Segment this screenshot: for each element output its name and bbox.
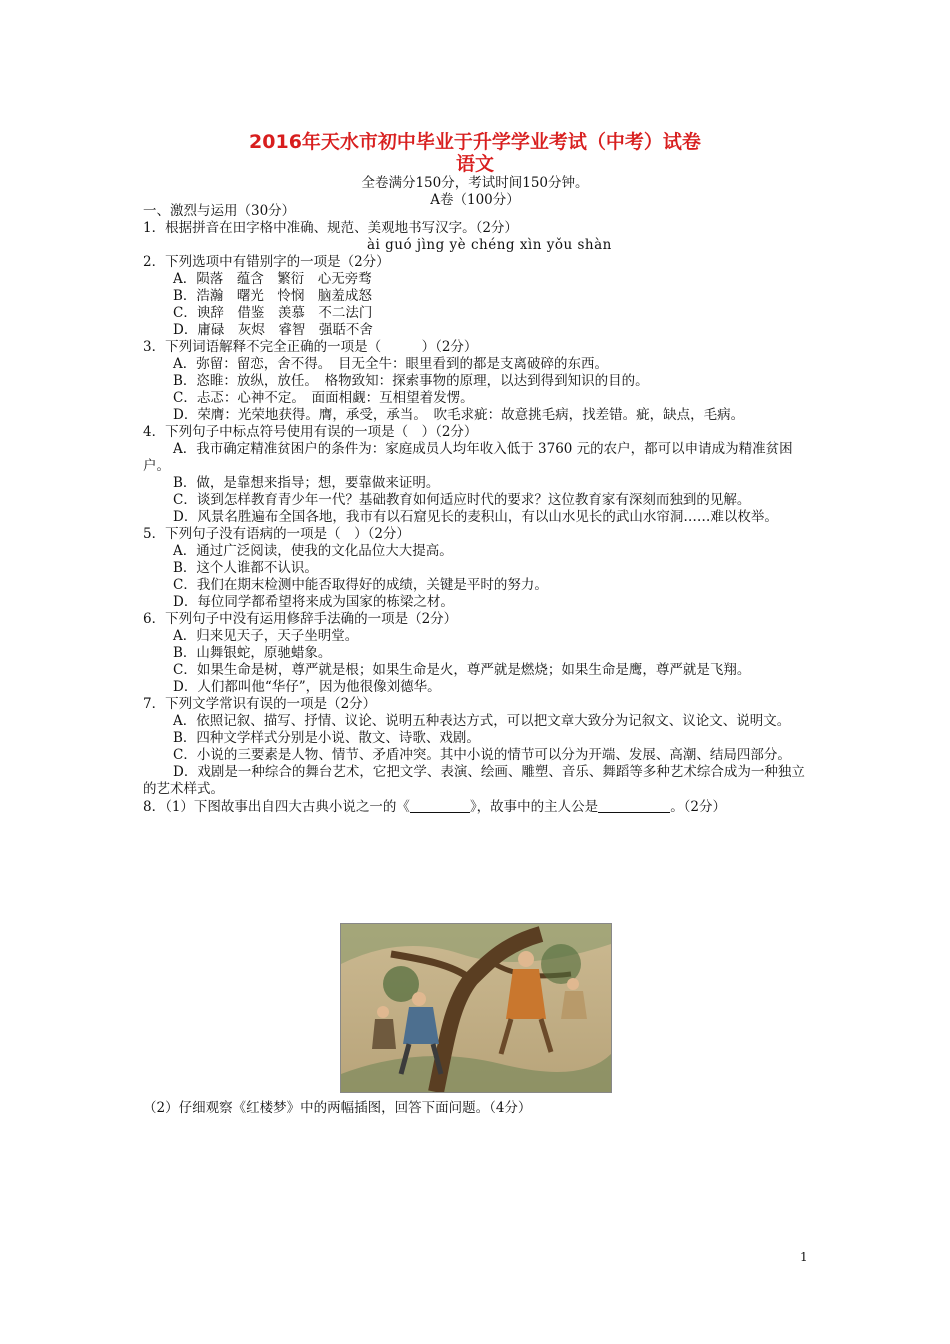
- exam-info: 全卷满分150分，考试时间150分钟。: [361, 175, 589, 191]
- section-a-label: A卷（100分）: [430, 192, 520, 208]
- answer-blank-novel[interactable]: [410, 798, 470, 813]
- question-line: 3．下列词语解释不完全正确的一项是（ ）（2分）: [143, 339, 478, 355]
- question-line: B．山舞银蛇，原驰蜡象。: [173, 645, 332, 661]
- story-illustration: [340, 923, 612, 1093]
- question-line: A．通过广泛阅读，使我的文化品位大大提高。: [173, 543, 453, 559]
- subject-title: 语文: [455, 153, 494, 175]
- question-line: 1．根据拼音在田字格中准确、规范、美观地书写汉字。（2分）: [143, 220, 518, 236]
- question-line: A．我市确定精准贫困户的条件为：家庭成员人均年收入低于 3760 元的农户，都可以申请成为精准贫困户。: [143, 441, 793, 474]
- exam-title: 2016年天水市初中毕业于升学学业考试（中考）试卷: [249, 131, 701, 153]
- question-line: C．我们在期末检测中能否取得好的成绩，关键是平时的努力。: [173, 577, 548, 593]
- question-line: B．这个人谁都不认识。: [173, 560, 318, 576]
- question-line: B．四种文学样式分别是小说、散文、诗歌、戏剧。: [173, 730, 480, 746]
- question-line: 7．下列文学常识有误的一项是（2分）: [143, 696, 377, 712]
- question-line: ài guó jìng yè chéng xìn yǒu shàn: [367, 237, 612, 253]
- question-line: C．谀辞 借鉴 羡慕 不二法门: [173, 305, 373, 321]
- question-line: B．做，是靠想来指导；想，要靠做来证明。: [173, 475, 440, 491]
- question-8-part2: （2）仔细观察《红楼梦》中的两幅插图，回答下面问题。（4分）: [143, 1100, 532, 1116]
- page-number: 1: [800, 1250, 808, 1264]
- question-line: B．浩瀚 曙光 怜悯 脑羞成怒: [173, 288, 372, 304]
- question-line: 5．下列句子没有语病的一项是（ ）（2分）: [143, 526, 410, 542]
- q8-text-a: 8．（1）下图故事出自四大古典小说之一的《: [143, 799, 410, 815]
- question-line: C．如果生命是树，尊严就是根；如果生命是火，尊严就是燃烧；如果生命是鹰，尊严就是飞翔。: [173, 662, 751, 678]
- illustration-image: [341, 924, 611, 1092]
- question-line: A．依照记叙、描写、抒情、议论、说明五种表达方式，可以把文章大致分为记叙文、议论文、说明文。: [173, 713, 791, 729]
- answer-blank-hero[interactable]: [598, 798, 670, 813]
- question-line: C．谈到怎样教育青少年一代？基础教育如何适应时代的要求？这位教育家有深刻而独到的见解。: [173, 492, 751, 508]
- question-line: A．弥留：留恋，舍不得。 目无全牛：眼里看到的都是支离破碎的东西。: [173, 356, 608, 372]
- question-line: 一、激烈与运用（30分）: [143, 203, 296, 219]
- question-line: 6．下列句子中没有运用修辞手法确的一项是（2分）: [143, 611, 458, 627]
- question-8-part1: [143, 798, 818, 816]
- question-line: B．恣睢：放纵，放任。 格物致知：探索事物的原理，以达到得到知识的目的。: [173, 373, 649, 389]
- question-line: D．每位同学都希望将来成为国家的栋梁之材。: [173, 594, 454, 610]
- q8-text-b: 》，故事中的主人公是: [469, 799, 599, 815]
- question-line: A．陨落 蕴含 繁衍 心无旁骛: [173, 271, 372, 287]
- question-line: D．风景名胜遍布全国各地，我市有以石窟见长的麦积山，有以山水见长的武山水帘洞……难以枚举。: [173, 509, 778, 525]
- question-line: A．归来见天子，天子坐明堂。: [173, 628, 359, 644]
- question-line: 2．下列选项中有错别字的一项是（2分）: [143, 254, 390, 270]
- question-body: [143, 203, 818, 816]
- question-line: D．庸碌 灰烬 睿智 强聒不舍: [173, 322, 373, 338]
- question-line: C．小说的三要素是人物、情节、矛盾冲突。其中小说的情节可以分为开端、发展、高潮、结局四部分。: [173, 747, 791, 763]
- q8-text-c: 。（2分）: [670, 799, 727, 815]
- question-line: D．人们都叫他“华仔”，因为他很像刘德华。: [173, 679, 441, 695]
- question-line: D．荣膺：光荣地获得。膺，承受，承当。 吹毛求疵：故意挑毛病，找差错。疵，缺点，毛病。: [173, 407, 745, 423]
- question-line: C．忐忑：心神不定。 面面相觑：互相望着发愣。: [173, 390, 474, 406]
- question-line: 4．下列句子中标点符号使用有误的一项是（ ）（2分）: [143, 424, 478, 440]
- question-line: D．戏剧是一种综合的舞台艺术，它把文学、表演、绘画、雕塑、音乐、舞蹈等多种艺术综合成为一种独立的艺术样式。: [143, 764, 805, 797]
